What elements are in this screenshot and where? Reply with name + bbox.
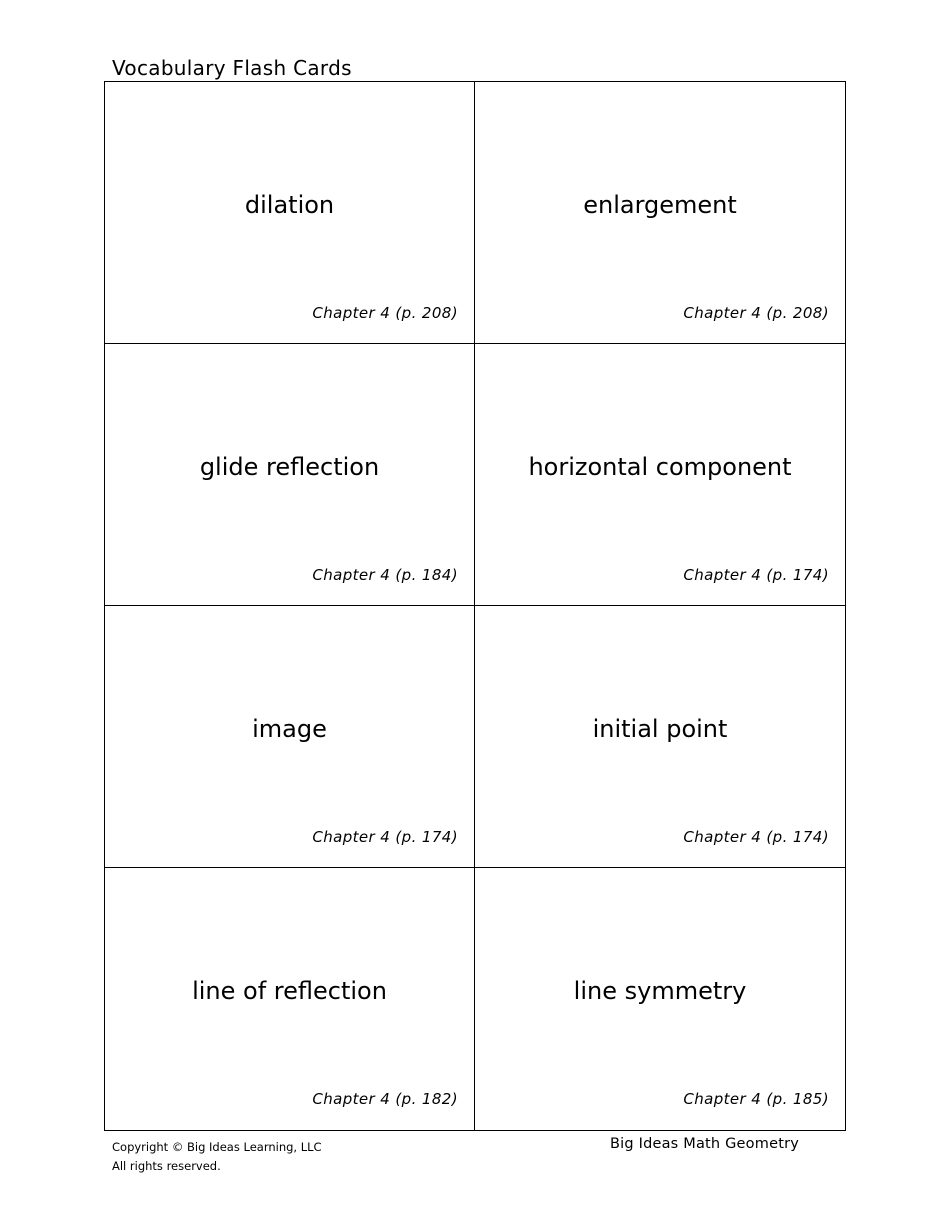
card-term: dilation <box>244 191 335 219</box>
rights-line: All rights reserved. <box>112 1159 221 1173</box>
card-chapter-reference: Chapter 4 (p. 208) <box>312 304 458 322</box>
flash-card-grid <box>104 81 846 1131</box>
copyright-notice <box>112 1138 322 1176</box>
card-term: line of reflection <box>192 977 387 1005</box>
flash-card <box>475 868 845 1130</box>
card-chapter-reference: Chapter 4 (p. 185) <box>683 1090 829 1108</box>
card-chapter-reference: Chapter 4 (p. 174) <box>683 566 829 584</box>
flash-card <box>105 606 475 868</box>
card-chapter-reference: Chapter 4 (p. 174) <box>312 828 458 846</box>
card-term: image <box>252 715 327 743</box>
card-term: initial point <box>592 715 728 743</box>
flash-card <box>105 344 475 606</box>
flash-card <box>475 606 845 868</box>
card-chapter-reference: Chapter 4 (p. 208) <box>683 304 829 322</box>
flash-card <box>105 82 475 344</box>
card-term: glide reflection <box>199 453 380 481</box>
flash-card <box>105 868 475 1130</box>
copyright-line: Copyright © Big Ideas Learning, LLC <box>112 1140 322 1154</box>
card-term: line symmetry <box>573 977 747 1005</box>
card-chapter-reference: Chapter 4 (p. 182) <box>312 1090 458 1108</box>
page-title: Vocabulary Flash Cards <box>112 56 352 80</box>
card-term: horizontal component <box>528 453 792 481</box>
book-title: Big Ideas Math Geometry <box>610 1136 800 1152</box>
flash-card <box>475 82 845 344</box>
card-chapter-reference: Chapter 4 (p. 184) <box>312 566 458 584</box>
card-chapter-reference: Chapter 4 (p. 174) <box>683 828 829 846</box>
flash-card <box>475 344 845 606</box>
card-term: enlargement <box>583 191 737 219</box>
